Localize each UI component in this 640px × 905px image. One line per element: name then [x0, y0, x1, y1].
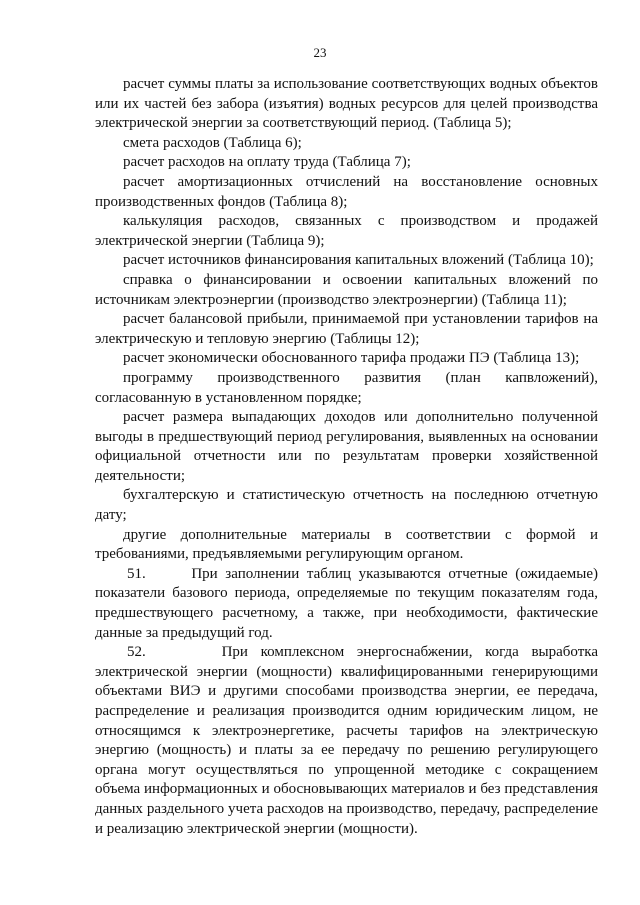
paragraph-52: 52. При комплексном энергоснабжении, когда выработка электрической энергии (мощности) квалифицированными генерирующими объектами ВИЭ и другими способами производства энергии, ее передача, распределение и реализация производится одним юридическим лицом, не относящимся к электроэнергетике, расчеты тарифов на электрическую энергию (мощность) и платы за ее передачу по решению регулирующего органа могут осуществляться по упрощенной методике с сокращением объема информационных и обосновывающих материалов и без представления данных раздельного учета расходов на производство, передачу, распределение и реализацию электрической энергии (мощности).: [95, 644, 598, 837]
list-item: бухгалтерскую и статистическую отчетность на последнюю отчетную дату;: [95, 487, 598, 524]
list-item: другие дополнительные материалы в соответствии с формой и требованиями, предъявляемыми регулирующим органом.: [95, 526, 598, 563]
list-item: расчет амортизационных отчислений на восстановление основных производственных фондов (Таблица 8);: [95, 173, 598, 210]
list-item: расчет источников финансирования капитальных вложений (Таблица 10);: [123, 252, 594, 269]
list-item: смета расходов (Таблица 6);: [123, 134, 302, 151]
list-item: программу производственного развития (план капвложений), согласованную в установленном порядке;: [95, 369, 598, 406]
paragraph-51: 51. При заполнении таблиц указываются отчетные (ожидаемые) показатели базового периода, определяемые по текущим показателям года, предшествующего расчетному, а также, при необходимости, фактические данные за предыдущий год.: [95, 565, 598, 641]
list-item: расчет балансовой прибыли, принимаемой при установлении тарифов на электрическую и тепловую энергию (Таблицы 12);: [95, 311, 598, 347]
list-item: калькуляция расходов, связанных с производством и продажей электрической энергии (Таблица 9);: [95, 213, 598, 249]
document-body: [95, 75, 598, 839]
list-item: справка о финансировании и освоении капитальных вложений по источникам электроэнергии (производство электроэнергии) (Таблица 11);: [95, 271, 598, 308]
list-item: расчет суммы платы за использование соответствующих водных объектов или их частей без забора (изъятия) водных ресурсов для целей производства электрической энергии за соответствующий период. (Таблица 5);: [95, 76, 598, 132]
list-item: расчет экономически обоснованного тарифа продажи ПЭ (Таблица 13);: [123, 350, 580, 367]
page-number: 23: [313, 45, 327, 60]
list-item: расчет расходов на оплату труда (Таблица 7);: [123, 154, 411, 171]
list-item: расчет размера выпадающих доходов или дополнительно полученной выгоды в предшествующий период регулирования, выявленных на основании официальной отчетности или по результатам проверки хозяйственной деятельности;: [95, 409, 598, 484]
